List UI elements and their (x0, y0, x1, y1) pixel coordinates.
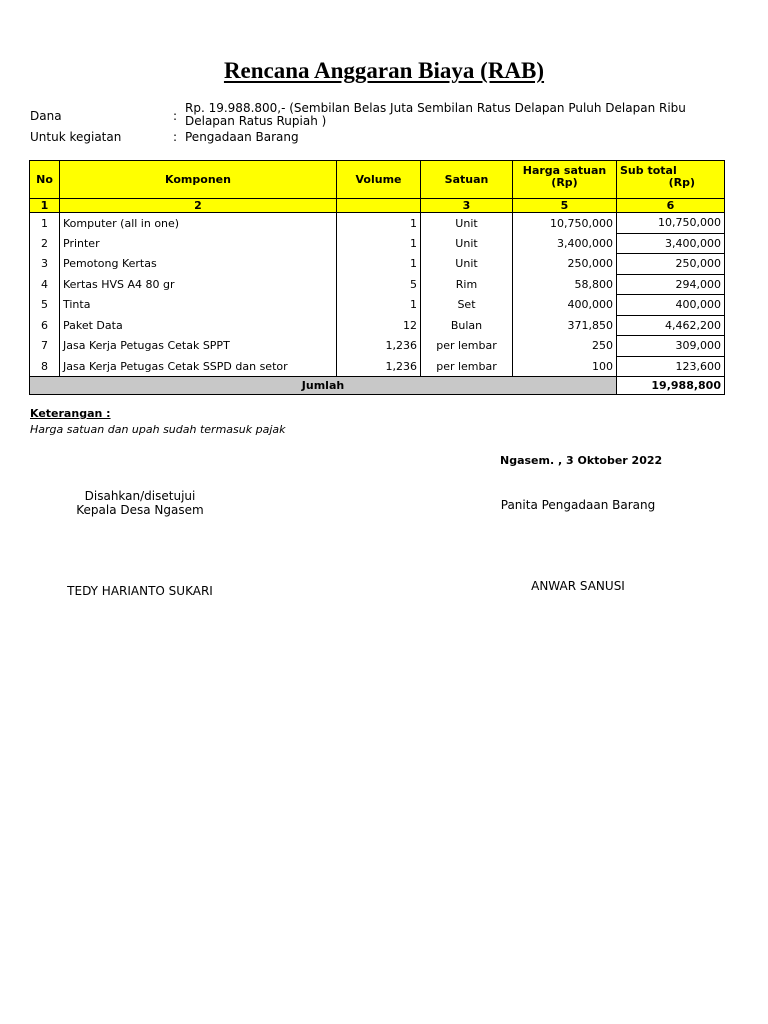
row-no: 7 (30, 336, 60, 357)
kegiatan-label: Untuk kegiatan (30, 130, 122, 144)
row-komponen: Jasa Kerja Petugas Cetak SPPT (60, 336, 337, 357)
row-no: 5 (30, 295, 60, 316)
row-satuan: Rim (421, 274, 513, 295)
row-subtotal: 3,400,000 (617, 233, 725, 254)
col-number: 2 (60, 199, 337, 213)
total-value: 19,988,800 (617, 377, 725, 395)
row-komponen: Tinta (60, 295, 337, 316)
row-volume: 1 (337, 254, 421, 275)
header-komponen: Komponen (60, 161, 337, 199)
row-harga-satuan: 10,750,000 (513, 213, 617, 234)
row-komponen: Printer (60, 233, 337, 254)
column-number-row (30, 199, 725, 213)
col-number (337, 199, 421, 213)
dana-value (185, 102, 686, 128)
row-satuan: Unit (421, 254, 513, 275)
right-signature-name: ANWAR SANUSI (531, 579, 625, 593)
header-harga-satuan (513, 161, 617, 199)
row-no: 1 (30, 213, 60, 234)
left-signature-block (40, 489, 240, 517)
row-subtotal: 400,000 (617, 295, 725, 316)
left-signature-line2: Kepala Desa Ngasem (76, 503, 204, 517)
row-satuan: per lembar (421, 336, 513, 357)
row-no: 6 (30, 315, 60, 336)
rab-table (29, 160, 725, 395)
row-harga-satuan: 250 (513, 336, 617, 357)
dana-label: Dana (30, 109, 62, 123)
dana-colon: : (173, 109, 178, 123)
kegiatan-value: Pengadaan Barang (185, 130, 299, 144)
dana-value-line2: Delapan Ratus Rupiah ) (185, 114, 327, 128)
col-number: 3 (421, 199, 513, 213)
row-satuan: Set (421, 295, 513, 316)
row-komponen: Komputer (all in one) (60, 213, 337, 234)
table-header-row (30, 161, 725, 199)
table-row (30, 356, 725, 377)
left-signature-name: TEDY HARIANTO SUKARI (67, 584, 213, 598)
row-harga-satuan: 3,400,000 (513, 233, 617, 254)
row-no: 8 (30, 356, 60, 377)
header-subtotal-line1: Sub total (620, 164, 677, 177)
right-signature-title: Panita Pengadaan Barang (500, 498, 656, 512)
col-number: 6 (617, 199, 725, 213)
header-satuan: Satuan (421, 161, 513, 199)
row-satuan: Unit (421, 213, 513, 234)
total-label: Jumlah (30, 377, 617, 395)
row-volume: 1,236 (337, 356, 421, 377)
keterangan-text: Harga satuan dan upah sudah termasuk pajak (30, 423, 286, 436)
row-no: 4 (30, 274, 60, 295)
document-date: Ngasem. , 3 Oktober 2022 (500, 454, 663, 467)
table-row (30, 213, 725, 234)
header-no: No (30, 161, 60, 199)
col-number: 5 (513, 199, 617, 213)
row-komponen: Paket Data (60, 315, 337, 336)
row-no: 2 (30, 233, 60, 254)
col-number: 1 (30, 199, 60, 213)
keterangan-label: Keterangan : (30, 407, 111, 420)
dana-value-line1: Rp. 19.988.800,- (Sembilan Belas Juta Sembilan Ratus Delapan Puluh Delapan Ribu (185, 101, 686, 115)
header-harga-line1: Harga satuan (522, 164, 607, 177)
row-volume: 12 (337, 315, 421, 336)
row-satuan: per lembar (421, 356, 513, 377)
table-row (30, 233, 725, 254)
row-no: 3 (30, 254, 60, 275)
total-row (30, 377, 725, 395)
row-harga-satuan: 100 (513, 356, 617, 377)
row-volume: 1 (337, 295, 421, 316)
row-harga-satuan: 250,000 (513, 254, 617, 275)
table-row (30, 274, 725, 295)
row-subtotal: 123,600 (617, 356, 725, 377)
row-harga-satuan: 58,800 (513, 274, 617, 295)
row-satuan: Bulan (421, 315, 513, 336)
table-row (30, 254, 725, 275)
row-subtotal: 4,462,200 (617, 315, 725, 336)
header-subtotal-line2: (Rp) (668, 176, 695, 189)
kegiatan-colon: : (173, 130, 178, 144)
row-volume: 1 (337, 233, 421, 254)
left-signature-line1: Disahkan/disetujui (84, 489, 196, 503)
row-volume: 1 (337, 213, 421, 234)
row-subtotal: 10,750,000 (617, 213, 725, 234)
header-harga-line2: (Rp) (551, 176, 578, 189)
page-title: Rencana Anggaran Biaya (RAB) (223, 58, 545, 83)
row-subtotal: 309,000 (617, 336, 725, 357)
table-row (30, 295, 725, 316)
table-row (30, 336, 725, 357)
header-subtotal (617, 161, 725, 199)
row-harga-satuan: 400,000 (513, 295, 617, 316)
header-volume: Volume (337, 161, 421, 199)
row-subtotal: 294,000 (617, 274, 725, 295)
row-subtotal: 250,000 (617, 254, 725, 275)
row-harga-satuan: 371,850 (513, 315, 617, 336)
table-row (30, 315, 725, 336)
row-satuan: Unit (421, 233, 513, 254)
row-komponen: Kertas HVS A4 80 gr (60, 274, 337, 295)
row-komponen: Pemotong Kertas (60, 254, 337, 275)
row-volume: 5 (337, 274, 421, 295)
row-komponen: Jasa Kerja Petugas Cetak SSPD dan setor (60, 356, 337, 377)
row-volume: 1,236 (337, 336, 421, 357)
